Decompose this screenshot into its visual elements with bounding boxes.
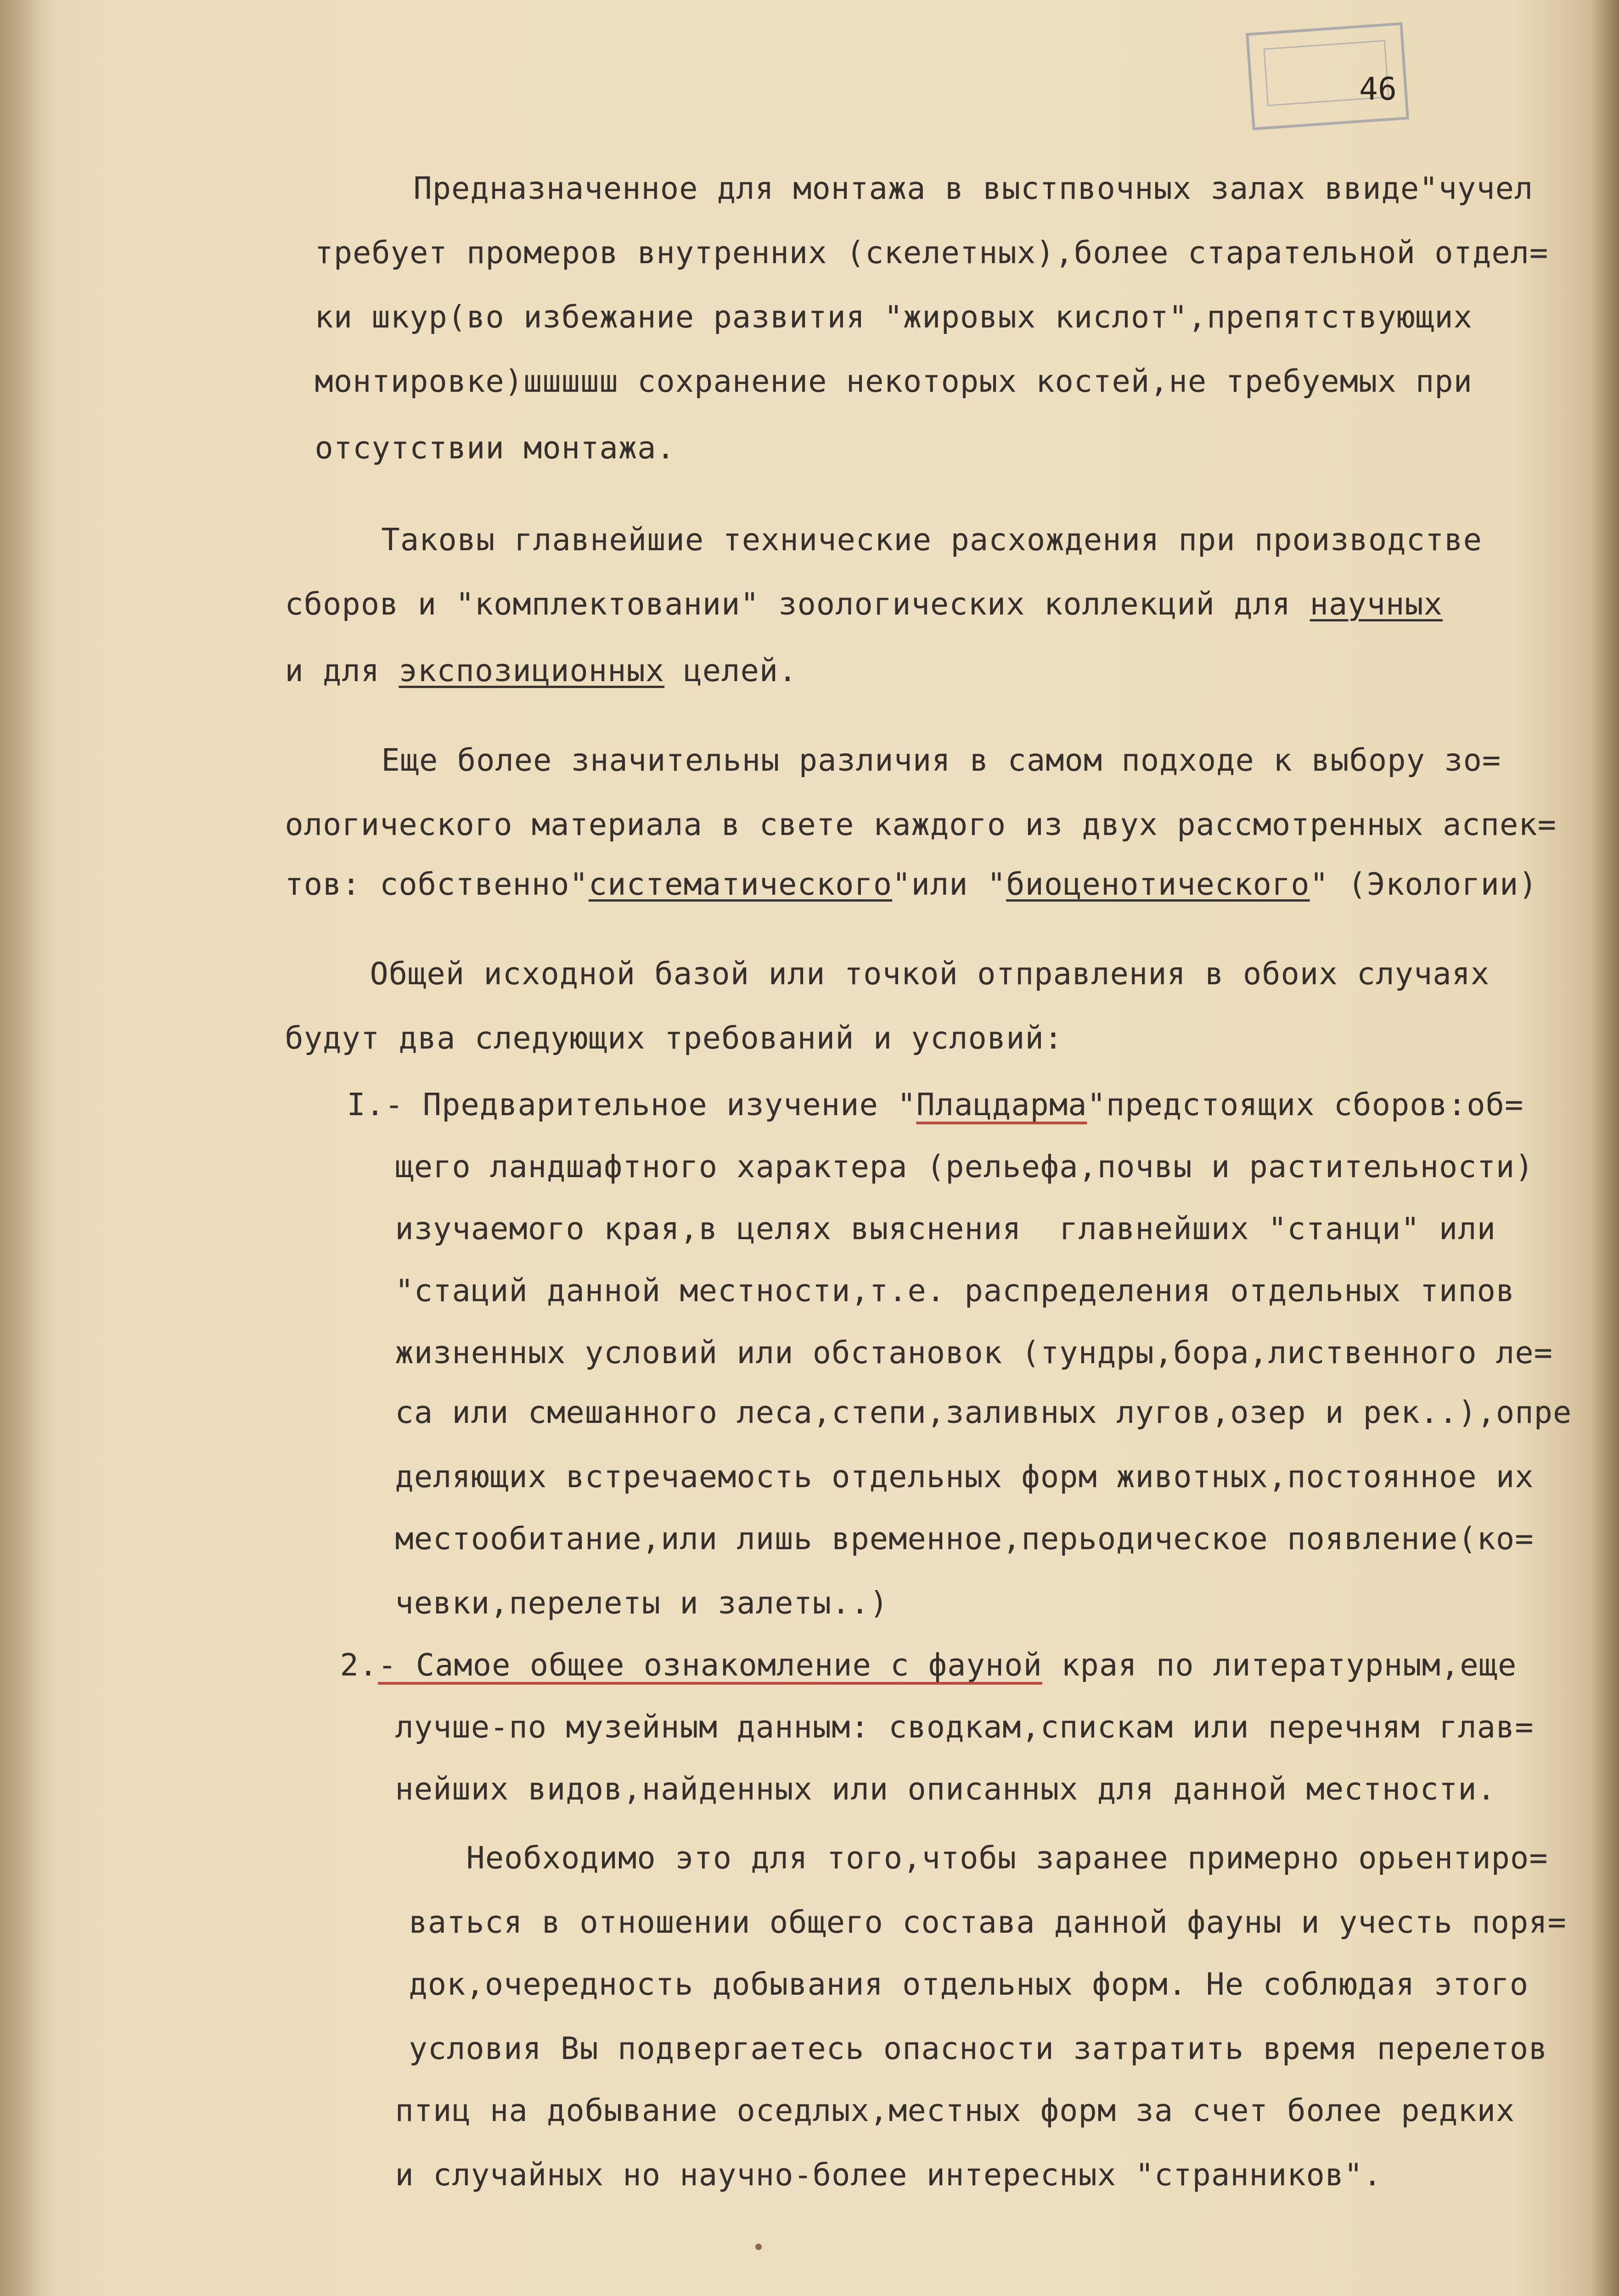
text-segment: "стаций данной местности,т.е. распределения отдельных типов: [395, 1273, 1515, 1309]
text-segment: отсутствии монтажа.: [315, 430, 675, 466]
text-segment: 2.: [340, 1647, 378, 1683]
text-segment: изучаемого края,в целях выяснения главнейших "станци" или: [395, 1211, 1496, 1247]
text-segment: тов: собственно": [285, 866, 589, 902]
text-segment: деляющих встречаемость отдельных форм животных,постоянное их: [395, 1459, 1534, 1495]
underlined-term: научных: [1310, 586, 1443, 622]
text-segment: и случайных но научно-более интересных "странников".: [395, 2157, 1382, 2193]
underlined-term: - Самое общее ознакомление с фауной: [378, 1647, 1042, 1683]
page-number: 46: [1359, 71, 1397, 107]
underlined-term: систематического: [588, 866, 893, 902]
text-segment: ологического материала в свете каждого из двух рассмотренных аспек=: [285, 807, 1557, 842]
text-segment: условия Вы подвергаетесь опасности затратить время перелетов: [409, 2031, 1548, 2066]
text-segment: края по литературным,еще: [1042, 1647, 1517, 1683]
page-edge: [1591, 0, 1619, 2296]
text-segment: I.- Предварительное изучение ": [347, 1087, 916, 1123]
text-segment: лучше-по музейным данным: сводкам,спискам или перечням глав=: [395, 1709, 1534, 1745]
text-segment: ки шкур(во избежание развития "жировых кислот",препятствующих: [315, 299, 1473, 335]
text-line: [319, 2120, 1382, 2230]
underlined-term: Плацдарма: [916, 1087, 1087, 1123]
text-segment: Еще более значительны различия в самом подходе к выбору зо=: [381, 742, 1501, 778]
underlined-term: биоценотического: [1006, 866, 1310, 902]
text-segment: монтировке)шшшшш сохранение некоторых костей,не требуемых при: [315, 363, 1473, 399]
text-segment: Таковы главнейшие технические расхождения при производстве: [381, 522, 1482, 558]
text-segment: жизненных условий или обстановок (тундры,бора,лиственного ле=: [395, 1335, 1553, 1371]
text-segment: чевки,перелеты и залеты..): [395, 1585, 889, 1621]
underlined-term: экспозиционных: [399, 653, 665, 688]
binding-shadow: [0, 0, 55, 2296]
text-segment: "предстоящих сборов:об=: [1087, 1087, 1524, 1123]
text-segment: требует промеров внутренних (скелетных),более старательной отдел=: [315, 235, 1549, 271]
text-segment: нейших видов,найденных или описанных для данной местности.: [395, 1771, 1496, 1807]
text-segment: местообитание,или лишь временное,перьодическое появление(ко=: [395, 1521, 1534, 1557]
text-segment: щего ландшафтного характера (рельефа,почвы и растительности): [395, 1149, 1534, 1185]
text-segment: целей.: [664, 653, 798, 688]
text-segment: Общей исходной базой или точкой отправления в обоих случаях: [370, 956, 1490, 992]
text-segment: и для: [285, 653, 399, 688]
paper-mark: [755, 2244, 762, 2250]
text-segment: птиц на добывание оседлых,местных форм за счет более редких: [395, 2093, 1515, 2128]
text-segment: док,очередность добывания отдельных форм. Не соблюдая этого: [409, 1966, 1529, 2002]
text-segment: сборов и "комплектовании" зоологических коллекций для: [285, 586, 1310, 622]
text-segment: ваться в отношении общего состава данной фауны и учесть поря=: [409, 1904, 1567, 1940]
text-segment: будут два следующих требований и условий:: [285, 1020, 1063, 1056]
text-segment: Необходимо это для того,чтобы заранее примерно орьентиро=: [466, 1840, 1548, 1876]
text-segment: Предназначенное для монтажа в выстпвочных залах ввиде"чучел: [413, 170, 1534, 206]
text-segment: " (Экологии): [1310, 866, 1538, 902]
text-segment: са или смешанного леса,степи,заливных лугов,озер и рек..),опре: [395, 1394, 1572, 1430]
text-segment: "или ": [892, 866, 1006, 902]
